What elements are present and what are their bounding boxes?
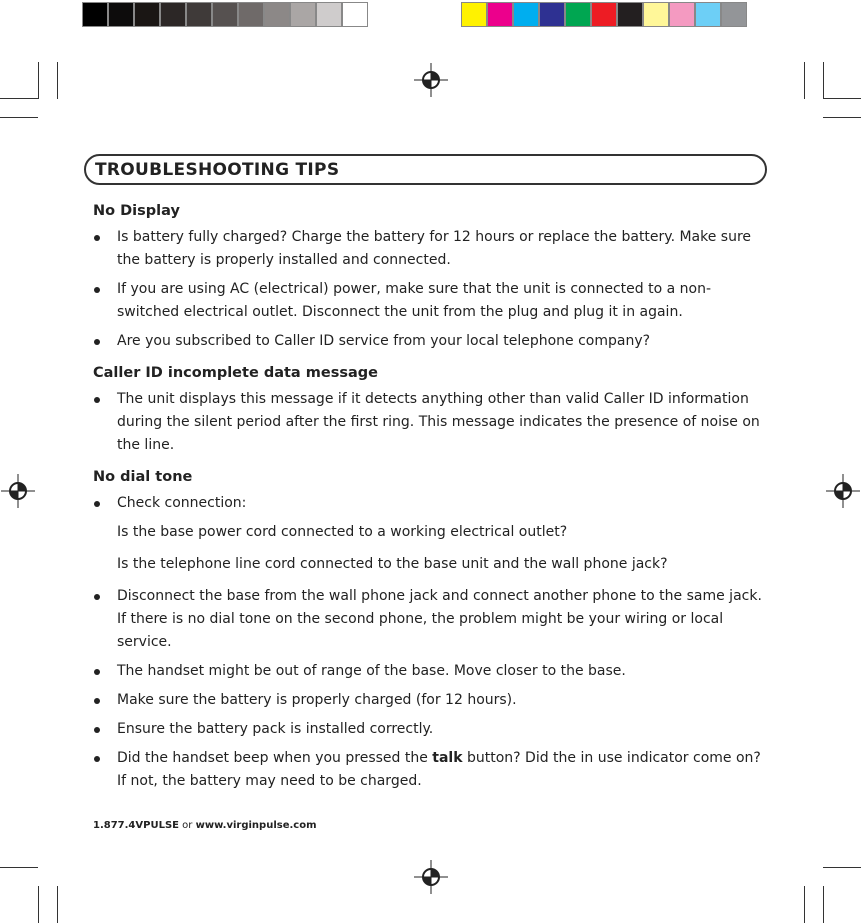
color-swatch [695, 2, 721, 27]
troubleshooting-content [93, 197, 773, 799]
color-swatch [134, 2, 160, 27]
list-item: Check connection: [93, 492, 773, 515]
list-item-sub: Is the telephone line cord connected to the base unit and the wall phone jack? [117, 556, 668, 572]
registration-mark-icon [826, 474, 860, 508]
list-item: Did the handset beep when you pressed the talk button? Did the in use indicator come on? If not, the battery may need to be charged. [93, 747, 773, 793]
bullet-icon [94, 756, 100, 762]
bullet-icon [94, 235, 100, 241]
bullet-icon [94, 594, 100, 600]
section-heading: No Display [93, 203, 180, 219]
section-heading: Caller ID incomplete data message [93, 365, 378, 381]
registration-mark-icon [414, 860, 448, 894]
list-item: The handset might be out of range of the base. Move closer to the base. [93, 660, 773, 683]
page-title: TROUBLESHOOTING TIPS [84, 154, 767, 185]
color-swatch [160, 2, 186, 27]
color-swatch [342, 2, 368, 27]
color-swatch [669, 2, 695, 27]
color-swatch [539, 2, 565, 27]
color-swatch [186, 2, 212, 27]
bullet-icon [94, 669, 100, 675]
bullet-icon [94, 287, 100, 293]
color-swatch [290, 2, 316, 27]
footer-phone: 1.877.4VPULSE [93, 820, 179, 831]
list-item: The unit displays this message if it detects anything other than valid Caller ID information during the silent period after the first ring. This message indicates the presence of noise on the line. [93, 388, 773, 457]
color-swatch [82, 2, 108, 27]
list-item-sub: Is the base power cord connected to a working electrical outlet? [117, 524, 568, 540]
section-heading: No dial tone [93, 469, 193, 485]
bullet-icon [94, 397, 100, 403]
list-item: Are you subscribed to Caller ID service from your local telephone company? [93, 330, 773, 353]
color-swatch [617, 2, 643, 27]
bullet-icon [94, 501, 100, 507]
bullet-icon [94, 698, 100, 704]
color-swatch [591, 2, 617, 27]
footer-url[interactable]: www.virginpulse.com [195, 820, 317, 831]
footer-or: or [182, 820, 193, 831]
color-swatch [487, 2, 513, 27]
section-no-display [93, 197, 773, 353]
section-caller-id [93, 359, 773, 457]
list-item: Is battery fully charged? Charge the battery for 12 hours or replace the battery. Make sure the battery is properly installed and connected. [93, 226, 773, 272]
list-item: Ensure the battery pack is installed correctly. [93, 718, 773, 741]
color-swatch [264, 2, 290, 27]
footer [93, 820, 317, 831]
color-swatch [643, 2, 669, 27]
talk-key-label: talk [432, 750, 463, 766]
bullet-icon [94, 727, 100, 733]
color-swatch [721, 2, 747, 27]
bullet-icon [94, 339, 100, 345]
color-swatch [238, 2, 264, 27]
color-bar [461, 2, 747, 28]
list-item: Disconnect the base from the wall phone jack and connect another phone to the same jack. If there is no dial tone on the second phone, the problem might be your wiring or local service. [93, 585, 773, 654]
list-item: If you are using AC (electrical) power, make sure that the unit is connected to a non-switched electrical outlet. Disconnect the unit from the plug and plug it in again. [93, 278, 773, 324]
list-item: Make sure the battery is properly charged (for 12 hours). [93, 689, 773, 712]
color-swatch [565, 2, 591, 27]
color-swatch [108, 2, 134, 27]
color-swatch [212, 2, 238, 27]
section-no-dial-tone [93, 463, 773, 793]
grayscale-bar [82, 2, 368, 28]
color-swatch [513, 2, 539, 27]
color-swatch [316, 2, 342, 27]
registration-mark-icon [1, 474, 35, 508]
color-swatch [461, 2, 487, 27]
registration-mark-icon [414, 63, 448, 97]
